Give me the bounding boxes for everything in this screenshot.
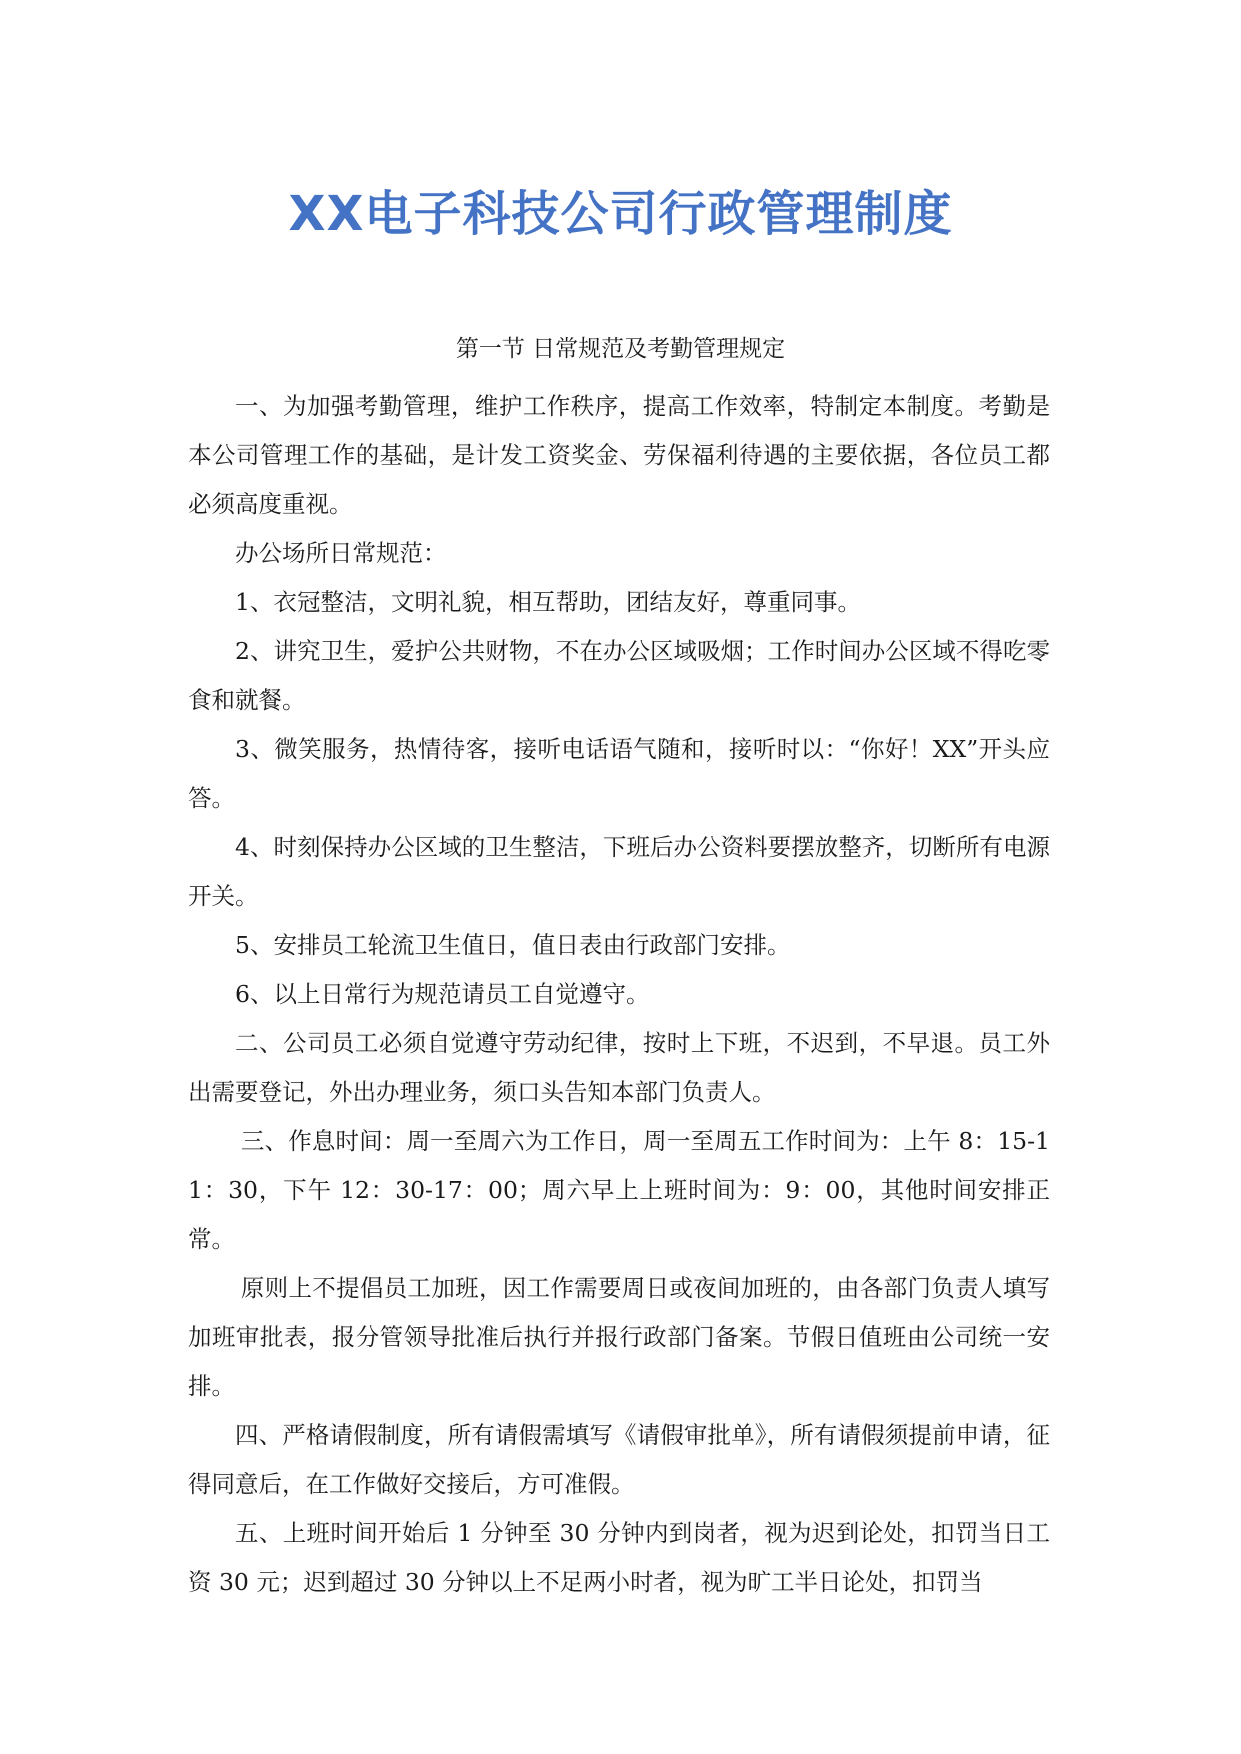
paragraph-overtime: 原则上不提倡员工加班，因工作需要周日或夜间加班的，由各部门负责人填写加班审批表，报分管领导批准后执行并报行政部门备案。节假日值班由公司统一安排。 — [188, 1274, 1050, 1400]
paragraph-norm-1: 1、衣冠整洁，文明礼貌，相互帮助，团结友好，尊重同事。 — [235, 588, 861, 616]
paragraph-leave-policy: 四、严格请假制度，所有请假需填写《请假审批单》，所有请假须提前申请，征得同意后，在工作做好交接后，方可准假。 — [188, 1421, 1050, 1498]
document-body — [188, 382, 1050, 1607]
document-title: XX电子科技公司行政管理制度 — [288, 186, 953, 242]
paragraph-office-norms-heading: 办公场所日常规范： — [235, 539, 447, 567]
section-heading: 第一节 日常规范及考勤管理规定 — [455, 336, 786, 362]
paragraph-working-hours: 三、作息时间：周一至周六为工作日，周一至周五工作时间为：上午 8：15-11：30，下午 12：30-17：00；周六早上上班时间为：9：00，其他时间安排正常。 — [188, 1127, 1050, 1253]
paragraph-attendance-intro: 一、为加强考勤管理，维护工作秩序，提高工作效率，特制定本制度。考勤是本公司管理工作的基础，是计发工资奖金、劳保福利待遇的主要依据，各位员工都必须高度重视。 — [188, 392, 1050, 518]
paragraph-norm-6: 6、以上日常行为规范请员工自觉遵守。 — [235, 980, 650, 1008]
paragraph-norm-5: 5、安排员工轮流卫生值日，值日表由行政部门安排。 — [235, 931, 791, 959]
paragraph-norm-4: 4、时刻保持办公区域的卫生整洁，下班后办公资料要摆放整齐，切断所有电源开关。 — [188, 833, 1050, 910]
paragraph-norm-2: 2、讲究卫生，爱护公共财物，不在办公区域吸烟；工作时间办公区域不得吃零食和就餐。 — [188, 637, 1050, 714]
paragraph-norm-3: 3、微笑服务，热情待客，接听电话语气随和，接听时以：“你好！XX”开头应答。 — [188, 735, 1050, 812]
paragraph-labor-discipline: 二、公司员工必须自觉遵守劳动纪律，按时上下班，不迟到，不早退。员工外出需要登记，外出办理业务，须口头告知本部门负责人。 — [188, 1029, 1050, 1106]
paragraph-lateness-policy: 五、上班时间开始后 1 分钟至 30 分钟内到岗者，视为迟到论处，扣罚当日工资 30 元；迟到超过 30 分钟以上不足两小时者，视为旷工半日论处，扣罚当 — [188, 1519, 1050, 1596]
